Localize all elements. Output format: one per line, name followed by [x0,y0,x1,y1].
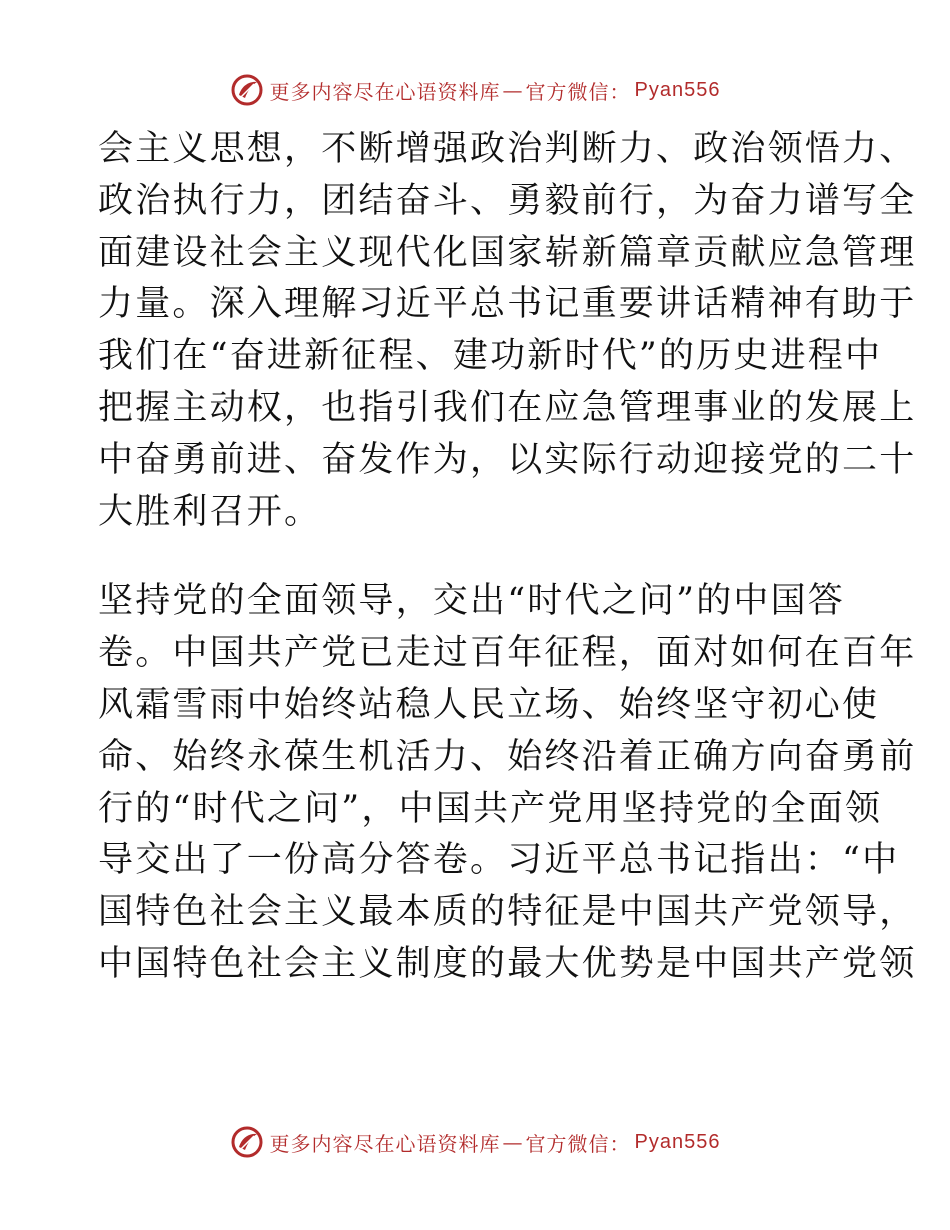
watermark-dash: — [502,1130,524,1154]
watermark-wechat-id: Pyan556 [634,78,721,101]
watermark-wechat-id: Pyan556 [634,1130,721,1153]
watermark-site-name: 更多内容尽在心语资料库 [269,79,501,104]
paragraph [98,124,917,538]
text-line: 会主义思想，不断增强政治判断力、政治领悟力、 [98,129,917,169]
watermark-dash: — [502,78,524,102]
document-body [98,124,917,991]
text-line: 命、始终永葆生机活力、始终沿着正确方向奋勇前 [98,736,917,777]
text-line: 大胜利召开。 [98,491,322,532]
footer-watermark [0,1122,950,1162]
seal-logo-icon [230,1125,264,1159]
header-watermark [0,70,950,110]
text-line: 中奋勇前进、奋发作为，以实际行动迎接党的二十 [98,439,917,480]
text-line: 行的“时代之问”，中国共产党用坚持党的全面领 [98,788,883,829]
text-line: 中国特色社会主义制度的最大优势是中国共产党领 [98,943,917,984]
seal-logo-icon [230,73,264,107]
watermark-site-name: 更多内容尽在心语资料库 [269,1131,501,1156]
text-line: 把握主动权，也指引我们在应急管理事业的发展上 [98,387,917,428]
text-line: 政治执行力，团结奋斗、勇毅前行，为奋力谱写全 [98,180,917,221]
watermark-wechat-label: 官方微信： [525,1131,631,1156]
text-line: 力量。深入理解习近平总书记重要讲话精神有助于 [98,284,917,325]
text-line: 导交出了一份高分答卷。习近平总书记指出：“中 [98,840,900,881]
text-line: 坚持党的全面领导，交出“时代之问”的中国答 [98,581,845,622]
text-line: 面建设社会主义现代化国家崭新篇章贡献应急管理 [98,232,917,273]
text-line: 风霜雪雨中始终站稳人民立场、始终坚守初心使 [98,684,880,725]
text-line: 我们在“奋进新征程、建功新时代”的历史进程中 [98,336,883,377]
text-line: 国特色社会主义最本质的特征是中国共产党领导， [98,892,917,933]
text-line: 卷。中国共产党已走过百年征程，面对如何在百年 [98,633,917,674]
watermark-wechat-label: 官方微信： [525,79,631,104]
paragraph [98,576,917,990]
